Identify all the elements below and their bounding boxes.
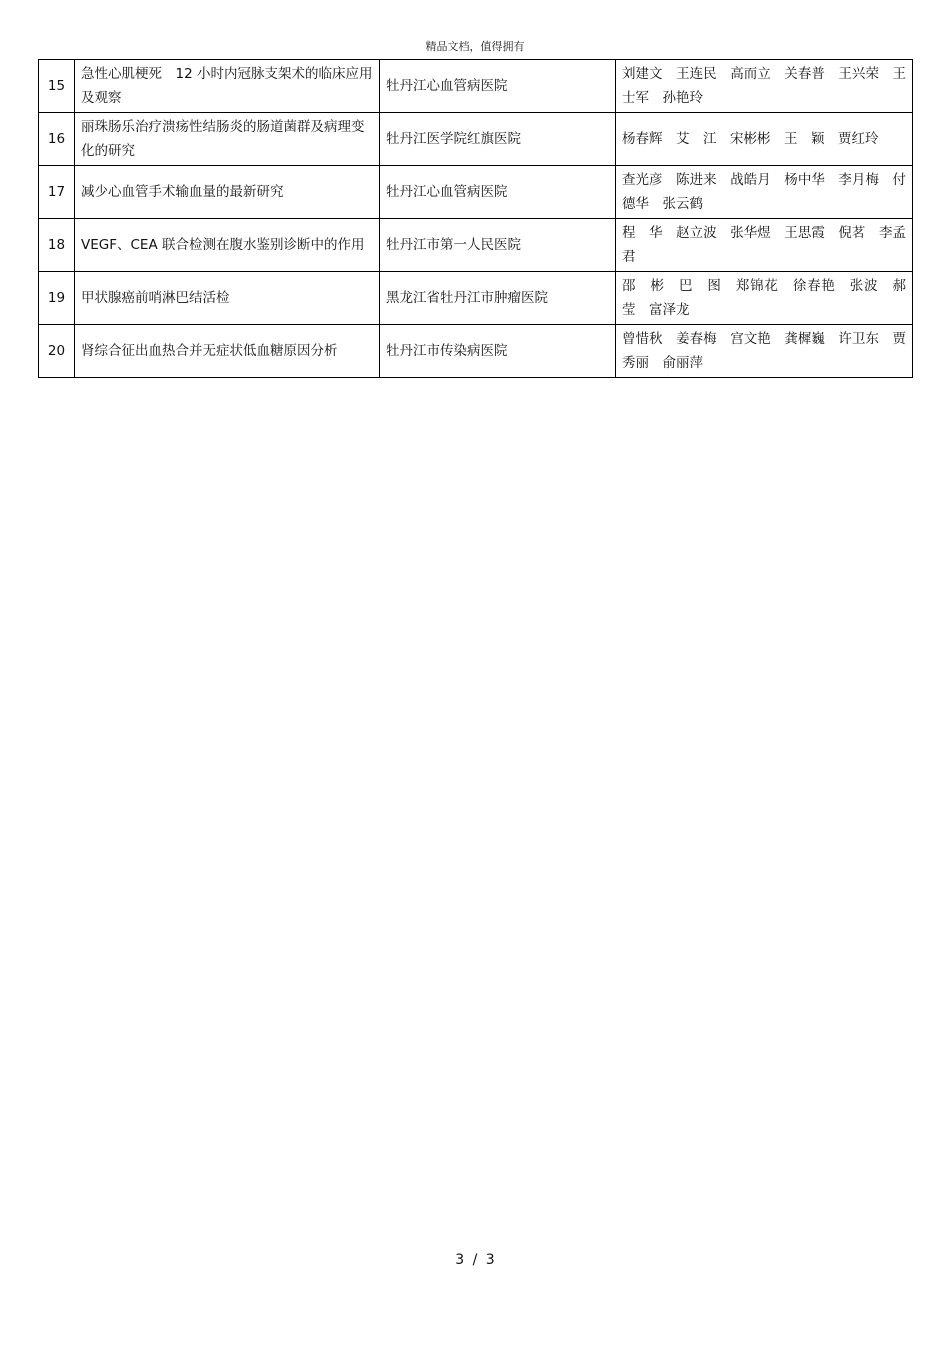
row-number: 16 <box>39 113 75 166</box>
page-number: 3 / 3 <box>455 1252 495 1268</box>
award-table <box>38 59 920 378</box>
project-title: VEGF、CEA 联合检测在腹水鉴别诊断中的作用 <box>75 219 380 272</box>
researcher-names: 刘建文 王连民 高而立 关春普 王兴荣 王士军 孙艳玲 <box>616 60 913 113</box>
institution-name: 黑龙江省牡丹江市肿瘤医院 <box>380 272 616 325</box>
institution-name: 牡丹江市传染病医院 <box>380 325 616 378</box>
row-number: 17 <box>39 166 75 219</box>
project-title: 减少心血管手术输血量的最新研究 <box>75 166 380 219</box>
researcher-names: 杨春辉 艾 江 宋彬彬 王 颖 贾红玲 <box>616 113 913 166</box>
project-title: 急性心肌梗死 12 小时内冠脉支架术的临床应用及观察 <box>75 60 380 113</box>
row-number: 20 <box>39 325 75 378</box>
table-row <box>39 219 913 272</box>
table-row <box>39 325 913 378</box>
table-row <box>39 166 913 219</box>
researcher-names: 查光彦 陈进来 战皓月 杨中华 李月梅 付德华 张云鹤 <box>616 166 913 219</box>
row-number: 18 <box>39 219 75 272</box>
table-row <box>39 60 913 113</box>
institution-name: 牡丹江心血管病医院 <box>380 166 616 219</box>
institution-name: 牡丹江市第一人民医院 <box>380 219 616 272</box>
table-row <box>39 113 913 166</box>
document-header-note: 精品文档，值得拥有 <box>425 40 525 53</box>
researcher-names: 程 华 赵立波 张华煜 王思霞 倪茗 李孟君 <box>616 219 913 272</box>
project-title: 甲状腺癌前哨淋巴结活检 <box>75 272 380 325</box>
researcher-names: 曾惜秋 姜春梅 宫文艳 龚樨巍 许卫东 贾秀丽 俞丽萍 <box>616 325 913 378</box>
institution-name: 牡丹江医学院红旗医院 <box>380 113 616 166</box>
project-title: 丽珠肠乐治疗溃疡性结肠炎的肠道菌群及病理变化的研究 <box>75 113 380 166</box>
table-row <box>39 272 913 325</box>
project-title: 肾综合征出血热合并无症状低血糖原因分析 <box>75 325 380 378</box>
row-number: 15 <box>39 60 75 113</box>
researcher-names: 邵 彬 巴 图 郑锦花 徐春艳 张波 郝 莹 富泽龙 <box>616 272 913 325</box>
row-number: 19 <box>39 272 75 325</box>
institution-name: 牡丹江心血管病医院 <box>380 60 616 113</box>
